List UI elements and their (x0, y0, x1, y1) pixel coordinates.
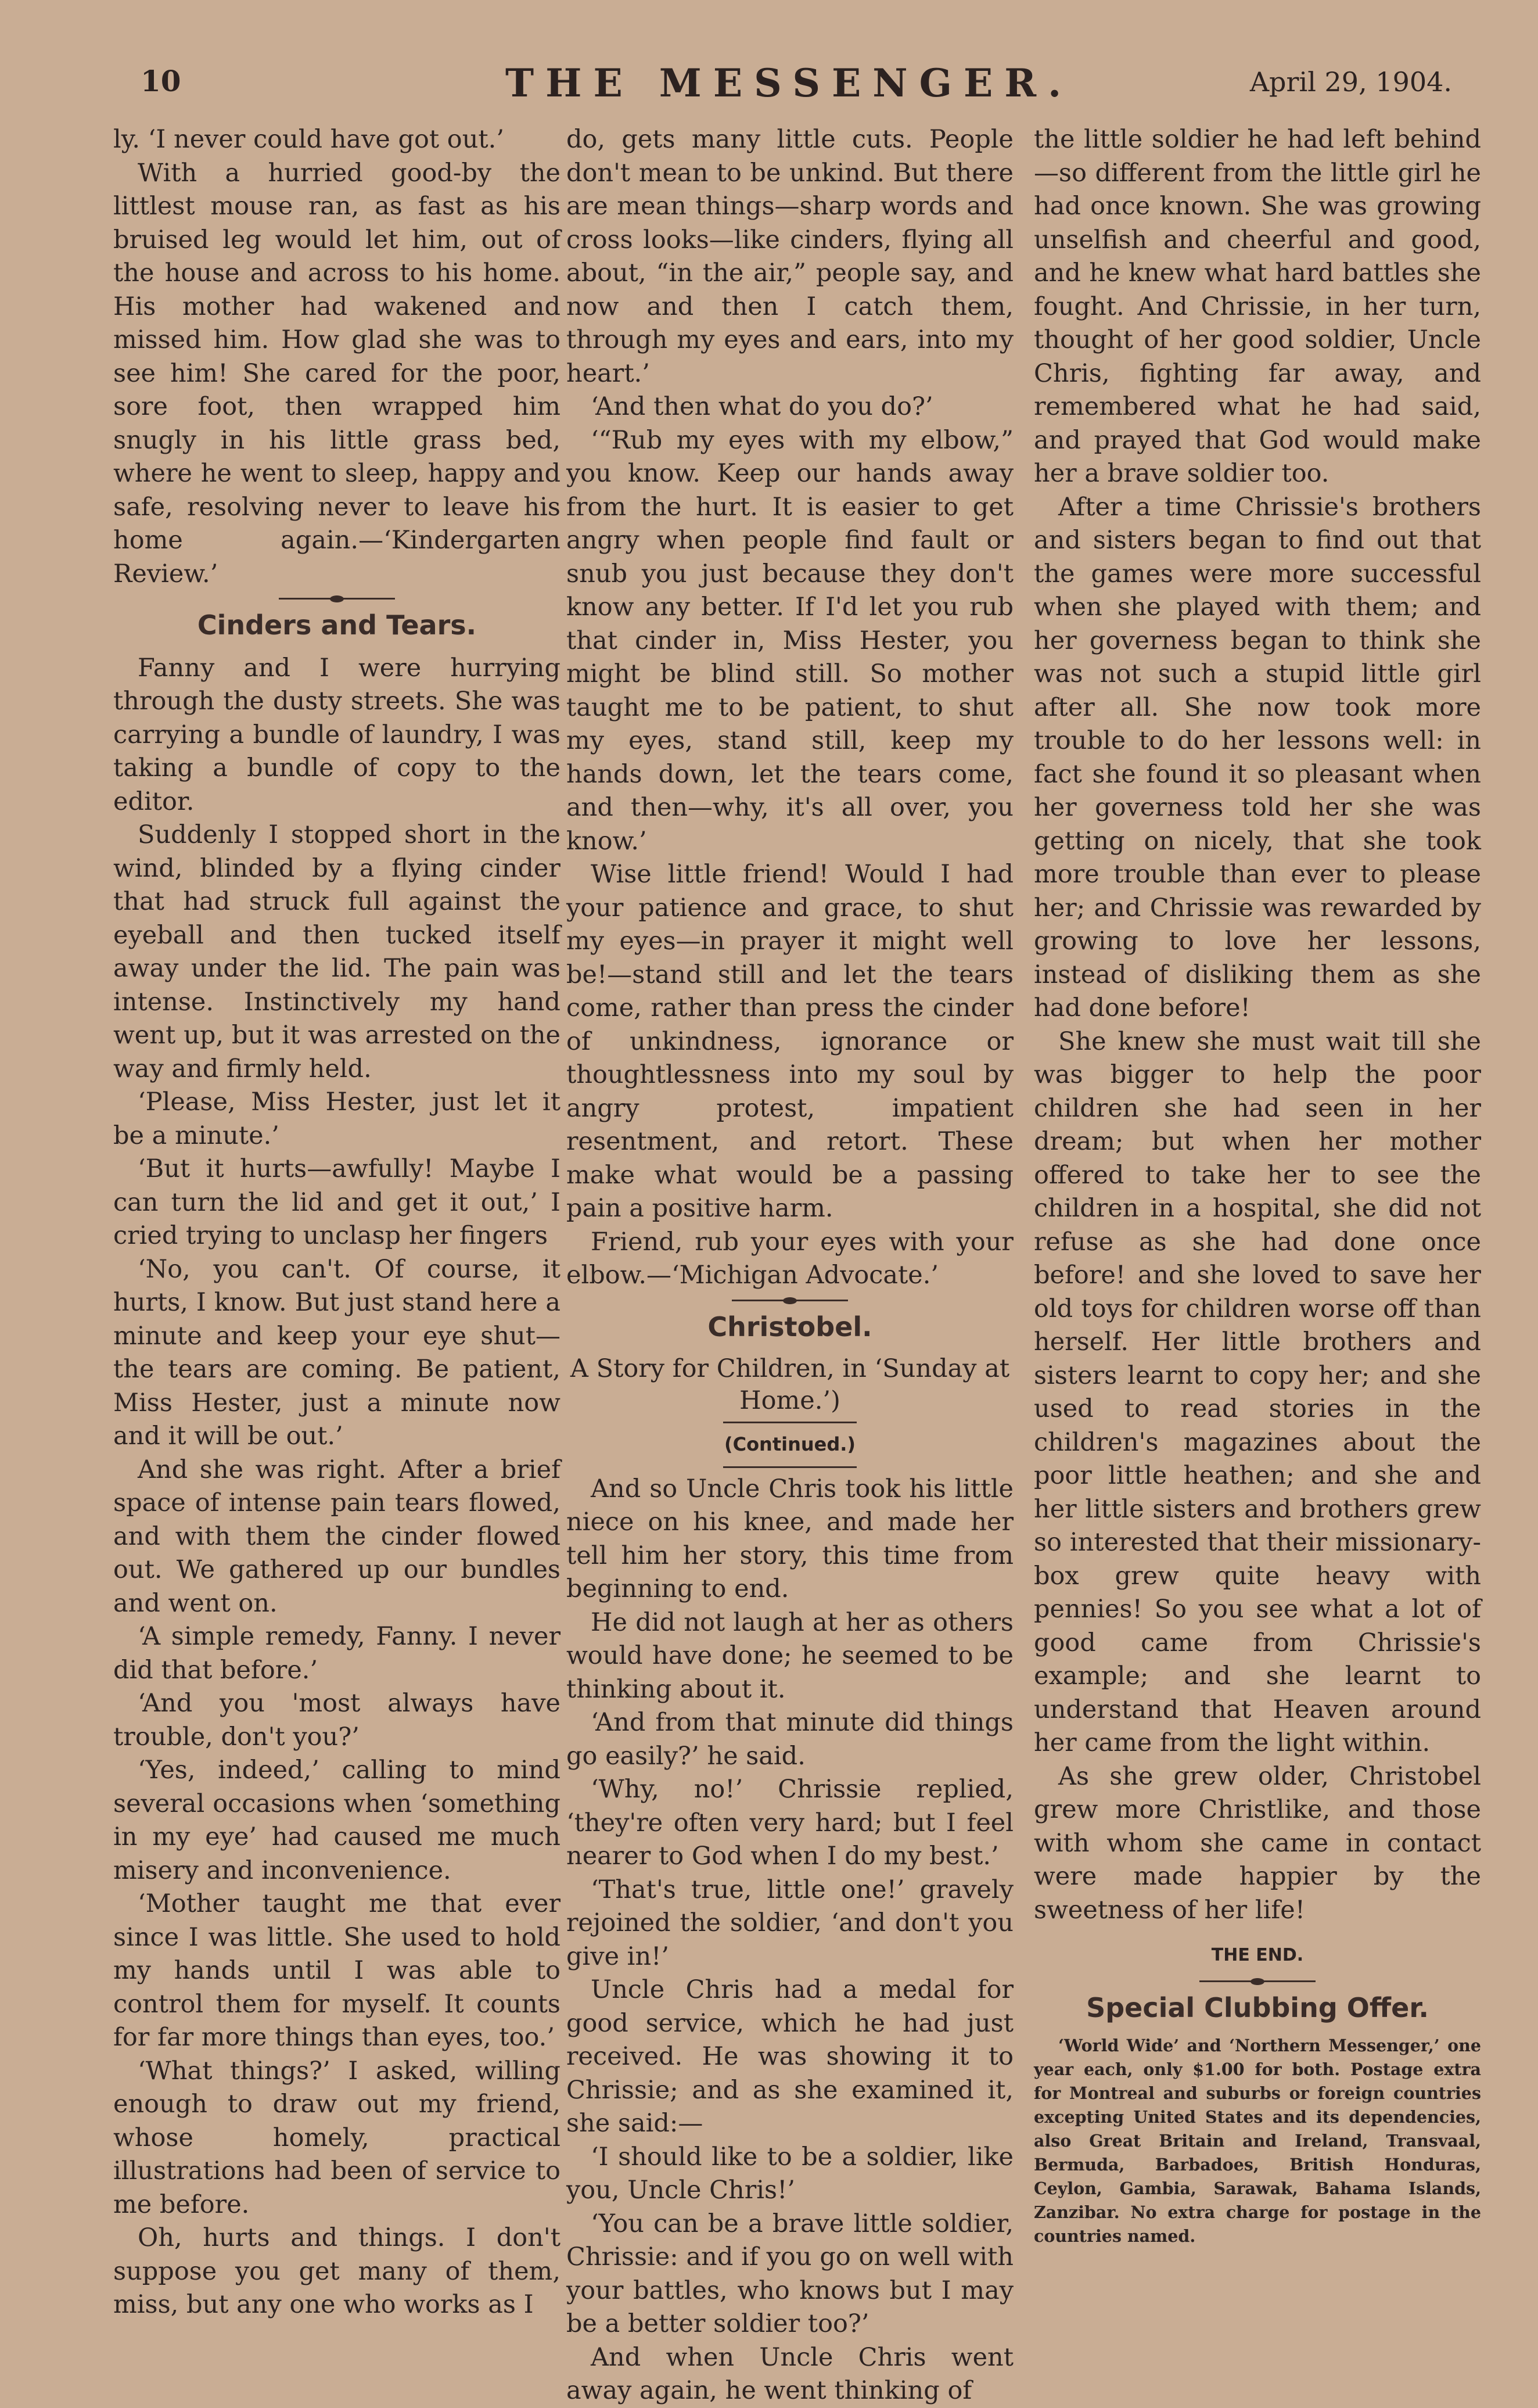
paragraph: And she was right. After a brief space of intense pain tears flowed, and with them the cinder flowed out. We gathered up our bundles and went on. (113, 1455, 560, 1618)
paragraph: ‘But it hurts—awfully! Maybe I can turn the lid and get it out,’ I cried trying to unclasp her fingers (113, 1154, 560, 1250)
paragraph: After a time Chrissie's brothers and sisters began to find out that the games were more successful when she played with them; and her governess began to think she was not such a stupid little girl after all. She now took more trouble to do her lessons well: in fact she found it so pleasant when her governess told her she was getting on nicely, that she took more trouble than ever to please her; and Chrissie was rewarded by growing to love her lessons, instead of disliking them as she had done before! (1034, 492, 1481, 1022)
paragraph: Suddenly I stopped short in the wind, blinded by a flying cinder that had struck full against the eyeball and then tucked itself away under the lid. The pain was intense. Instinctively my hand went up, but it was arrested on the way and firmly held. (113, 820, 560, 1083)
article-subtitle: A Story for Children, in ‘Sunday at Home.’) (570, 1354, 1010, 1415)
paragraph: And when Uncle Chris went away again, he went thinking of (566, 2342, 1014, 2405)
paragraph: And so Uncle Chris took his little niece on his knee, and made her tell him her story, this time from beginning to end. (566, 1474, 1014, 1603)
paragraph: do, gets many little cuts. People don't mean to be unkind. But there are mean things—sharp words and cross looks—like cinders, flying all about, “in the air,” people say, and now and then I catch them, through my eyes and ears, into my heart.’ (566, 125, 1014, 388)
offer-text: ‘World Wide’ and ‘Northern Messenger,’ one year each, only $1.00 for both. Postage extra for Montreal and suburbs or foreign countries excepting United States and its dependencies, also Great Britain and Ireland, Transvaal, Bermuda, Barbadoes, British Honduras, Ceylon, Gambia, Sarawak, Bahama Islands, Zanzibar. No extra charge for postage in the countries named. (1034, 2036, 1481, 2246)
continued-label: (Continued.) (724, 1433, 856, 1455)
column-3 (1034, 123, 1481, 2248)
column-2 (566, 123, 1014, 2408)
paragraph: ‘Mother taught me that ever since I was little. She used to hold my hands until I was able to control them for myself. It counts for far more things than eyes, too.’ (113, 1889, 560, 2052)
paragraph: ‘Please, Miss Hester, just let it be a minute.’ (113, 1088, 560, 1150)
paragraph: As she grew older, Christobel grew more Christlike, and those with whom she came in contact were made happier by the sweetness of her life! (1034, 1761, 1481, 1925)
paragraph: She knew she must wait till she was bigger to help the poor children she had seen in her dream; but when her mother offered to take her to see the children in a hospital, she did not refuse as she had done once before! and she loved to save her old toys for children worse off than herself. Her little brothers and sisters learnt to copy her; and she used to read stories in the children's magazines about the poor little heathen; and she and her little sisters and brothers grew so interested that their missionary-box grew quite heavy with pennies! So you see what a lot of good came from Chrissie's example; and she learnt to understand that Heaven around her came from the light within. (1034, 1027, 1481, 1757)
paragraph: the little soldier he had left behind—so different from the little girl he had once known. She was growing unselfish and cheerful and good, and he knew what hard battles she fought. And Chrissie, in her turn, thought of her good soldier, Uncle Chris, fighting far away, and remembered what he had said, and prayed that God would make her a brave soldier too. (1034, 125, 1481, 488)
rule (723, 1422, 857, 1423)
page-number: 10 (141, 64, 181, 98)
paragraph: ‘“Rub my eyes with my elbow,” you know. Keep our hands away from the hurt. It is easier to get angry when people find fault or snub you just because they don't know any better. If I'd let you rub that cinder in, Miss Hester, you might be blind still. So mother taught me to be patient, to shut my eyes, stand still, keep my hands down, let the tears come, and then—why, it's all over, you know.’ (566, 425, 1014, 856)
paragraph: ‘And then what do you do?’ (591, 392, 933, 421)
paragraph: ‘I should like to be a soldier, like you, Uncle Chris!’ (566, 2142, 1014, 2205)
masthead (110, 60, 1458, 122)
paragraph: ‘You can be a brave little soldier, Chrissie: and if you go on well with your battles, who knows but I may be a better soldier too?’ (566, 2209, 1014, 2338)
paragraph: Wise little friend! Would I had your patience and grace, to shut my eyes—in prayer it might well be!—stand still and let the tears come, rather than press the cinder of unkindness, ignorance or thoughtlessness into my soul by angry protest, impatient resentment, and retort. These make what would be a passing pain a positive harm. (566, 860, 1014, 1223)
paragraph: ly. ‘I never could have got out.’ (113, 125, 505, 154)
the-end-label: THE END. (1211, 1945, 1304, 1965)
paragraph: Uncle Chris had a medal for good service, which he had just received. He was showing it to Chrissie; and as she examined it, she said:— (566, 1975, 1014, 2138)
column-1 (113, 123, 560, 2322)
paragraph: ‘What things?’ I asked, willing enough to draw out my friend, whose homely, practical illustrations had been of service to me before. (113, 2056, 560, 2219)
issue-date: April 29, 1904. (1249, 66, 1452, 98)
divider (732, 1300, 848, 1301)
article-title-cinders: Cinders and Tears. (197, 609, 477, 641)
paragraph: With a hurried good-by the littlest mouse ran, as fast as his bruised leg would let him, out of the house and across to his home. His mother had wakened and missed him. How glad she was to see him! She cared for the poor, sore foot, then wrapped him snugly in his little grass bed, where he went to sleep, happy and safe, resolving never to leave his home again.—‘Kindergarten Review.’ (113, 158, 560, 588)
paragraph: Oh, hurts and things. I don't suppose you get many of them, miss, but any one who works as I (113, 2223, 560, 2319)
newspaper-title: THE MESSENGER. (505, 60, 1073, 106)
article-title-christobel: Christobel. (707, 1311, 872, 1343)
paragraph: ‘A simple remedy, Fanny. I never did that before.’ (113, 1622, 560, 1685)
paragraph: ‘And you 'most always have trouble, don't you?’ (113, 1689, 560, 1752)
paragraph: ‘That's true, little one!’ gravely rejoined the soldier, ‘and don't you give in!’ (566, 1875, 1014, 1971)
paragraph: ‘And from that minute did things go easily?’ he said. (566, 1708, 1014, 1771)
paragraph: ‘No, you can't. Of course, it hurts, I know. But just stand here a minute and keep your eye shut—the tears are coming. Be patient, Miss Hester, just a minute now and it will be out.’ (113, 1254, 560, 1451)
paragraph: Friend, rub your eyes with your elbow.—‘Michigan Advocate.’ (566, 1227, 1014, 1290)
paragraph: Fanny and I were hurrying through the dusty streets. She was carrying a bundle of laundry, I was taking a bundle of copy to the editor. (113, 653, 560, 816)
paragraph: ‘Why, no!’ Chrissie replied, ‘they're often very hard; but I feel nearer to God when I do my best.’ (566, 1775, 1014, 1871)
paragraph: He did not laugh at her as others would have done; he seemed to be thinking about it. (566, 1607, 1014, 1704)
rule (723, 1466, 857, 1468)
paragraph: ‘Yes, indeed,’ calling to mind several occasions when ‘something in my eye’ had caused me much misery and inconvenience. (113, 1756, 560, 1885)
offer-title: Special Clubbing Offer. (1086, 1991, 1429, 2023)
divider (1199, 1980, 1316, 1982)
divider (279, 598, 395, 600)
